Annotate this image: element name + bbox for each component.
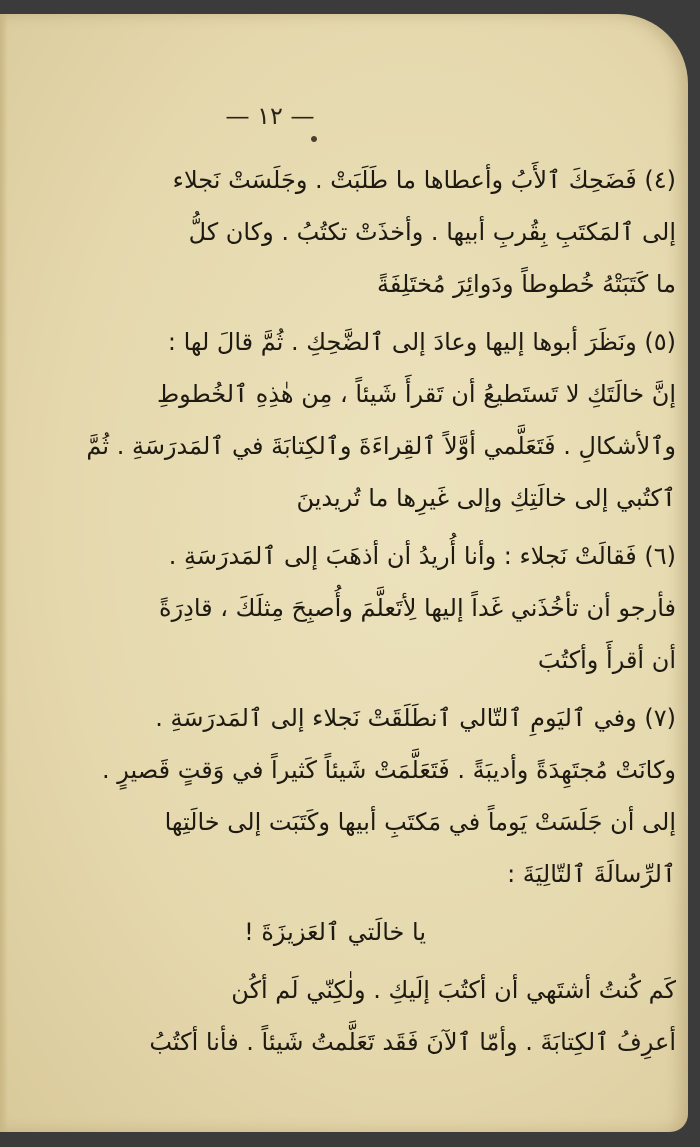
page-number: — ١٢ —	[225, 102, 315, 130]
text-line: أن أقرأَ وأكتُبَ	[537, 646, 676, 674]
text-line: ٱلرِّسالَةَ ٱلتّالِيَةَ :	[507, 860, 676, 888]
text-line: ما كَتَبَتْهُ خُطوطاً ودَوائِرَ مُختَلِفَةً	[376, 270, 676, 298]
text-line: وكانَتْ مُجتَهِدَةً وأديبَةً . فَتَعَلَّمَتْ شَيئاً كَثيراً في وَقتٍ قَصيرٍ .	[102, 756, 676, 784]
text-line: إلى أن جَلَسَتْ يَوماً في مَكتَبِ أبيها وكَتَبَت إلى خالَتِها	[164, 808, 676, 836]
text-line: (٤) فَضَحِكَ ٱلأَبُ وأعطاها ما طَلَبَتْ . وجَلَسَتْ نَجلاء	[172, 166, 676, 194]
text-line: فأرجو أن تأخُذَني غَداً إليها لِأتَعلَّمَ وأُصبِحَ مِثلَكَ ، قادِرَةً	[159, 594, 676, 622]
text-line: ٱكتُبي إلى خالَتِكِ وإلى غَيرِها ما تُريدينَ	[296, 484, 676, 512]
letter-greeting: يا خالَتي ٱلعَزيزَةَ !	[244, 918, 426, 946]
text-line: (٥) ونَظَرَ أبوها إليها وعادَ إلى ٱلضَّحِكِ . ثُمَّ قالَ لها :	[167, 328, 676, 356]
text-line: (٦) فَقالَتْ نَجلاء : وأنا أُريدُ أن أذهَبَ إلى ٱلمَدرَسَةِ .	[168, 542, 676, 570]
text-line: وٱلأشكالِ . فَتَعَلَّمي أوَّلاً ٱلقِراءَةَ وٱلكِتابَةَ في ٱلمَدرَسَةِ . ثُمَّ	[86, 432, 676, 460]
page-text	[14, 154, 676, 1068]
text-line: إنَّ خالَتَكِ لا تَستَطيعُ أن تَقرأَ شَيئاً ، مِن هٰذِهِ ٱلخُطوطِ	[156, 380, 676, 408]
text-line: أعرِفُ ٱلكِتابَةَ . وأمّا ٱلآنَ فَقَد تَعَلَّمتُ شَيئاً . فأنا أكتُبُ	[149, 1028, 676, 1056]
text-line: (٧) وفي ٱليَومِ ٱلتّالي ٱنطَلَقَتْ نَجلاء إلى ٱلمَدرَسَةِ .	[155, 704, 676, 732]
ink-dot	[311, 136, 317, 142]
page-spine-shadow	[0, 14, 8, 1132]
text-line: إلى ٱلمَكتَبِ بِقُربِ أبيها . وأخذَتْ تكتُبُ . وكان كلُّ	[188, 218, 676, 246]
text-line: كَم كُنتُ أشتَهي أن أكتُبَ إلَيكِ . ولٰكِنّي لَم أكُن	[231, 976, 676, 1004]
book-page	[0, 14, 688, 1132]
